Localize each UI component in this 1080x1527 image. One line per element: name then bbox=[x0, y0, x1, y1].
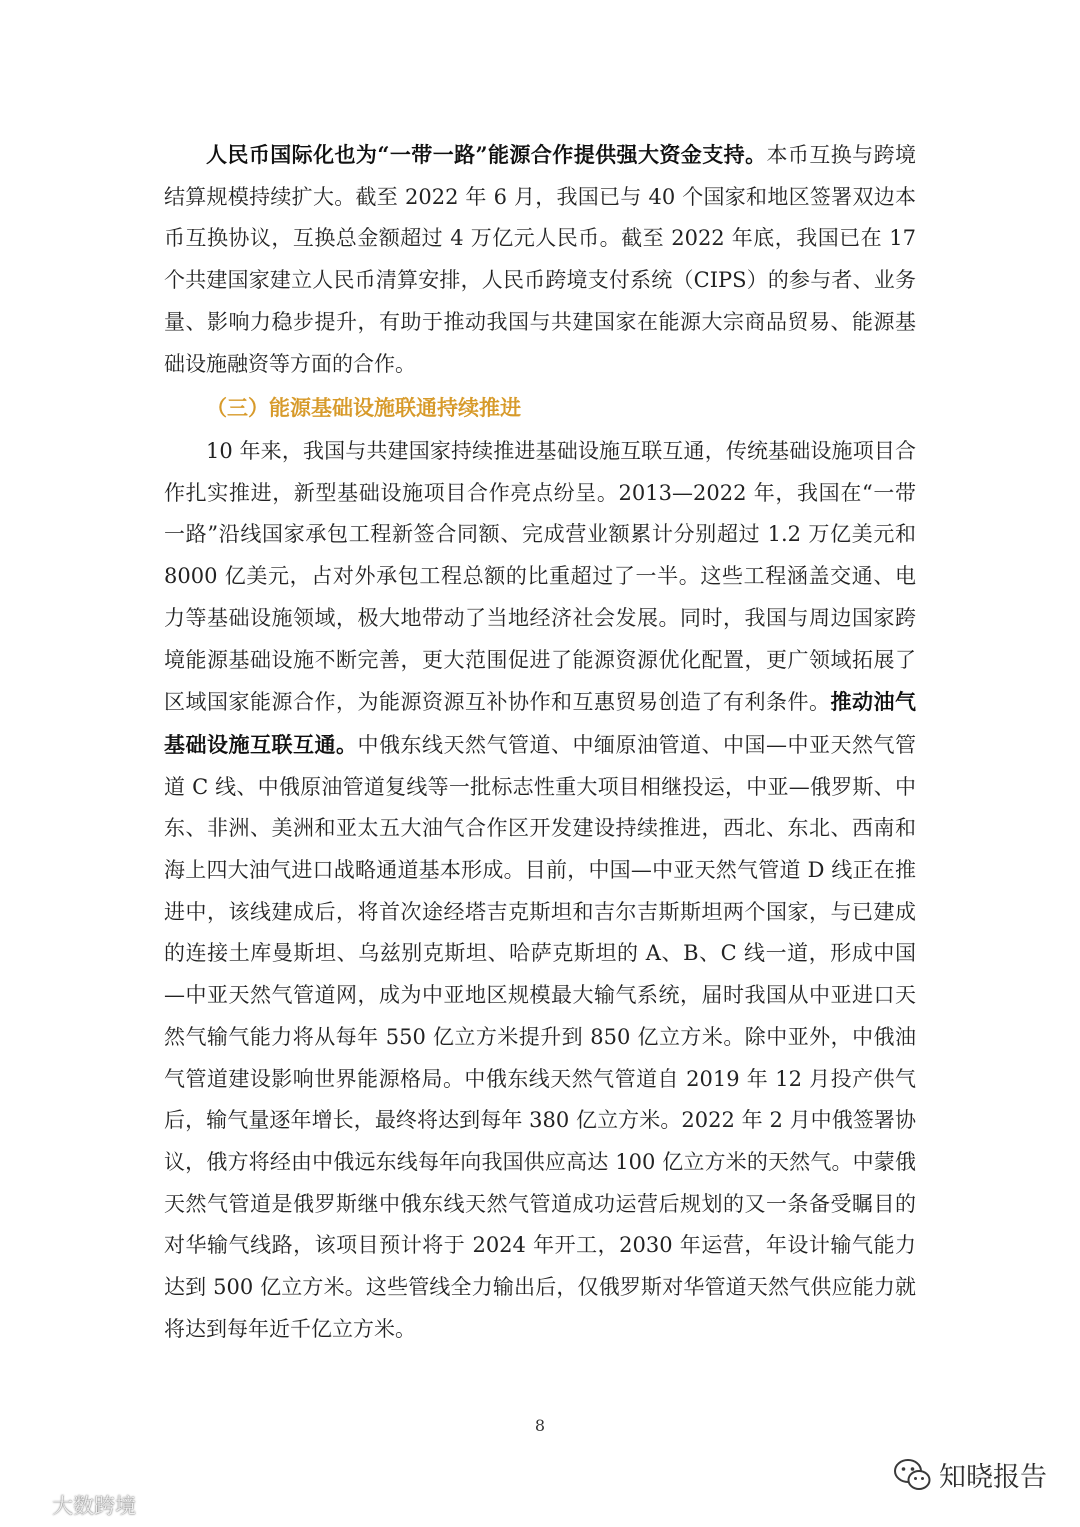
page-number: 8 bbox=[534, 1416, 546, 1435]
watermark-right-text: 知晓报告 bbox=[939, 1462, 1047, 1493]
paragraph-bold-subhead: 推动油气基础设施互联互通。 bbox=[164, 689, 916, 757]
watermark-left-text: 大数跨境 bbox=[52, 1494, 136, 1518]
paragraph-body: 本币互换与跨境结算规模持续扩大。截至 2022 年 6 月，我国已与 40 个国家和地区签署双边本币互换协议，互换总金额超过 4 万亿元人民币。截至 2022 年底，我国已在 17 个共建国家建立人民币清算安排，人民币跨境支付系统（CIPS）的参与者、业务量、影响力稳步提升，有助于推动我国与共建国家在能源大宗商品贸易、能源基础设施融资等方面的合作。 bbox=[164, 143, 917, 376]
watermark-right bbox=[893, 1455, 1047, 1494]
paragraph-bold-lead: 人民币国际化也为“一带一路”能源合作提供强大资金支持。 bbox=[206, 142, 767, 167]
wechat-icon bbox=[893, 1458, 931, 1492]
paragraph-rmb-internationalization bbox=[164, 134, 916, 385]
watermark-left bbox=[8, 1490, 136, 1520]
paragraph-infrastructure bbox=[164, 431, 916, 1350]
section-heading: （三）能源基础设施联通持续推进 bbox=[206, 395, 521, 420]
weibo-icon bbox=[8, 1494, 46, 1516]
paragraph-body-intro: 10 年来，我国与共建国家持续推进基础设施互联互通，传统基础设施项目合作扎实推进，新型基础设施项目合作亮点纷呈。2013—2022 年，我国在“一带一路”沿线国家承包工程新签合同额、完成营业额累计分别超过 1.2 万亿美元和 8000 亿美元，占对外承包工程总额的比重超过了一半。这些工程涵盖交通、电力等基础设施领域，极大地带动了当地经济社会发展。同时，我国与周边国家跨境能源基础设施不断完善，更大范围促进了能源资源优化配置，更广领域拓展了区域国家能源合作，为能源资源互补协作和互惠贸易创造了有利条件。 bbox=[164, 439, 916, 715]
paragraph-body-pipelines: 中俄东线天然气管道、中缅原油管道、中国—中亚天然气管道 C 线、中俄原油管道复线等一批标志性重大项目相继投运，中亚—俄罗斯、中东、非洲、美洲和亚太五大油气合作区开发建设持续推进，西北、东北、西南和海上四大油气进口战略通道基本形成。目前，中国—中亚天然气管道 D 线正在推进中，该线建成后，将首次途经塔吉克斯坦和吉尔吉斯斯坦两个国家，与已建成的连接土库曼斯坦、乌兹别克斯坦、哈萨克斯坦的 A、B、C 线一道，形成中国—中亚天然气管道网，成为中亚地区规模最大输气系统，届时我国从中亚进口天然气输气能力将从每年 550 亿立方米提升到 850 亿立方米。除中亚外，中俄油气管道建设影响世界能源格局。中俄东线天然气管道自 2019 年 12 月投产供气后，输气量逐年增长，最终将达到每年 380 亿立方米。2022 年 2 月中俄签署协议，俄方将经由中俄远东线每年向我国供应高达 100 亿立方米的天然气。中蒙俄天然气管道是俄罗斯继中俄东线天然气管道成功运营后规划的又一条备受瞩目的对华输气线路，该项目预计将于 2024 年开工，2030 年运营，年设计输气能力达到 500 亿立方米。这些管线全力输出后，仅俄罗斯对华管道天然气供应能力就将达到每年近千亿立方米。 bbox=[164, 732, 916, 1341]
